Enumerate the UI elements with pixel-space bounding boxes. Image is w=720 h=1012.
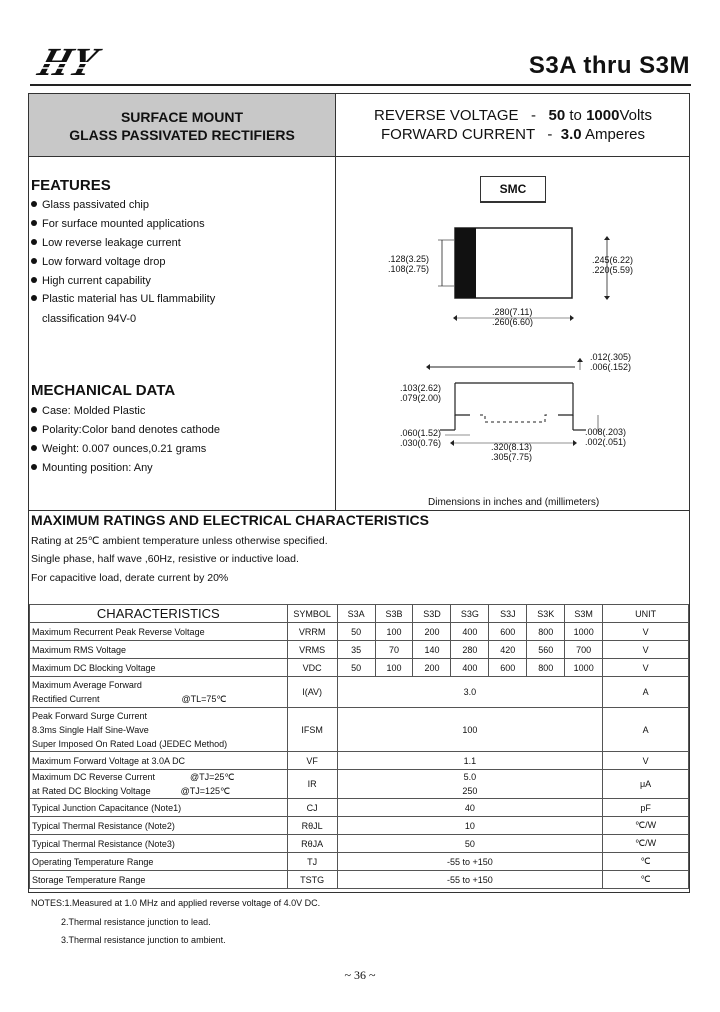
table-row bbox=[30, 677, 689, 708]
features-vdivider bbox=[335, 156, 336, 510]
row-symbol: TSTG bbox=[287, 871, 337, 889]
row-unit: ℃/W bbox=[603, 817, 689, 835]
cell-value: 600 bbox=[489, 623, 527, 641]
col-header: S3D bbox=[413, 605, 451, 623]
table-row bbox=[30, 708, 689, 752]
row-unit: μA bbox=[603, 770, 689, 799]
row-unit: V bbox=[603, 641, 689, 659]
col-header: S3B bbox=[375, 605, 413, 623]
col-header: CHARACTERISTICS bbox=[30, 605, 288, 623]
cell-value: 140 bbox=[413, 641, 451, 659]
cell-value: 35 bbox=[337, 641, 375, 659]
cell-value: 70 bbox=[375, 641, 413, 659]
feature-continuation: classification 94V-0 bbox=[42, 313, 137, 325]
cell-value: 100 bbox=[337, 708, 603, 752]
bullet-icon bbox=[31, 258, 37, 264]
row-symbol: CJ bbox=[287, 799, 337, 817]
cell-value: 200 bbox=[413, 623, 451, 641]
row-symbol: VF bbox=[287, 752, 337, 770]
row-label: Operating Temperature Range bbox=[30, 853, 288, 871]
feature-item: For surface mounted applications bbox=[31, 215, 215, 233]
dim-label: .245(6.22) .220(5.59) bbox=[592, 255, 634, 275]
row-unit: pF bbox=[603, 799, 689, 817]
col-header: S3A bbox=[337, 605, 375, 623]
fc-unit: Amperes bbox=[584, 126, 645, 143]
col-header: S3J bbox=[489, 605, 527, 623]
bullet-icon bbox=[31, 277, 37, 283]
row-unit: ℃ bbox=[603, 853, 689, 871]
cell-value: 200 bbox=[413, 659, 451, 677]
rating-line: Single phase, half wave ,60Hz, resistive or inductive load. bbox=[31, 553, 299, 565]
series-title: S3A thru S3M bbox=[528, 52, 690, 79]
dim-label: .320(8.13) .305(7.75) bbox=[491, 442, 533, 462]
dim-label: .008(.203) .002(.051) bbox=[585, 427, 627, 447]
row-label: Peak Forward Surge Current 8.3ms Single Half Sine-Wave Super Imposed On Rated Load (JEDEC Method) bbox=[30, 708, 288, 752]
row-label: Typical Junction Capacitance (Note1) bbox=[30, 799, 288, 817]
row-label: Maximum Forward Voltage at 3.0A DC bbox=[30, 752, 288, 770]
row-symbol: VRMS bbox=[287, 641, 337, 659]
mechanical-item: Case: Molded Plastic bbox=[31, 402, 220, 420]
note-line: 2.Thermal resistance junction to lead. bbox=[61, 917, 211, 927]
row-label: Maximum RMS Voltage bbox=[30, 641, 288, 659]
cell-value: 100 bbox=[375, 659, 413, 677]
fc-label: FORWARD CURRENT bbox=[381, 126, 535, 143]
cell-value: 560 bbox=[527, 641, 565, 659]
feature-item: Low reverse leakage current bbox=[31, 234, 215, 252]
table-row bbox=[30, 770, 689, 799]
dim-label: .103(2.62) .079(2.00) bbox=[400, 383, 442, 403]
cell-value: 3.0 bbox=[337, 677, 603, 708]
banner-line1: SURFACE MOUNT bbox=[120, 109, 244, 125]
dim-label: .060(1.52) .030(0.76) bbox=[400, 428, 442, 448]
rating-line: Rating at 25℃ ambient temperature unless otherwise specified. bbox=[31, 535, 328, 547]
banner-divider bbox=[29, 156, 689, 157]
row-label: Maximum DC Blocking Voltage bbox=[30, 659, 288, 677]
row-unit: V bbox=[603, 659, 689, 677]
cell-value: 700 bbox=[565, 641, 603, 659]
cell-value: 1000 bbox=[565, 659, 603, 677]
row-symbol: VRRM bbox=[287, 623, 337, 641]
cell-value: 400 bbox=[451, 659, 489, 677]
cell-value: 400 bbox=[451, 623, 489, 641]
note-line: NOTES:1.Measured at 1.0 MHz and applied reverse voltage of 4.0V DC. bbox=[31, 898, 321, 908]
table-row bbox=[30, 835, 689, 853]
dim-label: .012(.305) .006(.152) bbox=[590, 352, 632, 372]
row-symbol: RθJL bbox=[287, 817, 337, 835]
cell-value: 50 bbox=[337, 835, 603, 853]
rv-dash: - bbox=[531, 107, 537, 124]
mechanical-list bbox=[31, 402, 220, 477]
cell-value: 1000 bbox=[565, 623, 603, 641]
row-label: Maximum DC Reverse Current @TJ=25℃ at Rated DC Blocking Voltage @TJ=125℃ bbox=[30, 770, 288, 799]
bullet-icon bbox=[31, 295, 37, 301]
row-symbol: IFSM bbox=[287, 708, 337, 752]
row-label: Typical Thermal Resistance (Note3) bbox=[30, 835, 288, 853]
feature-item: Plastic material has UL flammability bbox=[31, 290, 215, 308]
package-name: SMC bbox=[480, 176, 546, 203]
cell-value: 1.1 bbox=[337, 752, 603, 770]
table-row bbox=[30, 853, 689, 871]
row-unit: A bbox=[603, 677, 689, 708]
cell-value: 800 bbox=[527, 623, 565, 641]
table-row bbox=[30, 641, 689, 659]
cathode-band bbox=[455, 228, 476, 298]
table-row bbox=[30, 871, 689, 889]
page-number: ~ 36 ~ bbox=[344, 968, 376, 982]
row-unit: V bbox=[603, 752, 689, 770]
header-rule bbox=[30, 84, 691, 86]
row-label: Maximum Recurrent Peak Reverse Voltage bbox=[30, 623, 288, 641]
cell-value: 100 bbox=[375, 623, 413, 641]
cell-value: -55 to +150 bbox=[337, 853, 603, 871]
rating-line: For capacitive load, derate current by 20% bbox=[31, 572, 229, 584]
ratings-title: MAXIMUM RATINGS AND ELECTRICAL CHARACTERISTICS bbox=[31, 512, 429, 528]
product-banner bbox=[29, 94, 336, 156]
rv-value: 50 bbox=[548, 107, 566, 124]
bullet-icon bbox=[31, 220, 37, 226]
bullet-icon bbox=[31, 464, 37, 470]
table-row bbox=[30, 752, 689, 770]
bullet-icon bbox=[31, 201, 37, 207]
row-symbol: I(AV) bbox=[287, 677, 337, 708]
col-header: UNIT bbox=[603, 605, 689, 623]
rv-max: 1000 bbox=[586, 107, 620, 124]
rv-to: to bbox=[569, 107, 582, 124]
row-unit: ℃ bbox=[603, 871, 689, 889]
table-header-row bbox=[30, 605, 689, 623]
banner-line2: GLASS PASSIVATED RECTIFIERS bbox=[69, 127, 295, 143]
characteristics-table bbox=[29, 604, 689, 889]
table-row bbox=[30, 799, 689, 817]
cell-value: 5.0 250 bbox=[337, 770, 603, 799]
bullet-icon bbox=[31, 407, 37, 413]
row-symbol: VDC bbox=[287, 659, 337, 677]
mechanical-title: MECHANICAL DATA bbox=[31, 382, 176, 399]
bullet-icon bbox=[31, 445, 37, 451]
rv-unit: Volts bbox=[619, 107, 652, 124]
logo-text: HY bbox=[33, 44, 104, 84]
col-header: S3G bbox=[451, 605, 489, 623]
cell-value: 600 bbox=[489, 659, 527, 677]
table-row bbox=[30, 817, 689, 835]
col-header: S3K bbox=[527, 605, 565, 623]
bullet-icon bbox=[31, 426, 37, 432]
row-unit: ℃/W bbox=[603, 835, 689, 853]
row-unit: A bbox=[603, 708, 689, 752]
cell-value: 800 bbox=[527, 659, 565, 677]
mechanical-item: Polarity:Color band denotes cathode bbox=[31, 421, 220, 439]
row-unit: V bbox=[603, 623, 689, 641]
ratings-divider bbox=[29, 510, 689, 511]
cell-value: 10 bbox=[337, 817, 603, 835]
fc-value: 3.0 bbox=[560, 126, 582, 143]
row-label: Storage Temperature Range bbox=[30, 871, 288, 889]
cell-value: 40 bbox=[337, 799, 603, 817]
row-symbol: RθJA bbox=[287, 835, 337, 853]
table-row bbox=[30, 659, 689, 677]
rv-label: REVERSE VOLTAGE bbox=[374, 107, 519, 124]
cell-value: 50 bbox=[337, 623, 375, 641]
cell-value: 50 bbox=[337, 659, 375, 677]
row-symbol: IR bbox=[287, 770, 337, 799]
features-list bbox=[31, 196, 215, 328]
feature-item: Low forward voltage drop bbox=[31, 253, 215, 271]
dimension-caption: Dimensions in inches and (millimeters) bbox=[428, 497, 600, 508]
row-label: Maximum Average Forward Rectified Current @TL=75℃ bbox=[30, 677, 288, 708]
dim-label: .128(3.25) .108(2.75) bbox=[388, 254, 430, 274]
row-symbol: TJ bbox=[287, 853, 337, 871]
cell-value: -55 to +150 bbox=[337, 871, 603, 889]
cell-value: 280 bbox=[451, 641, 489, 659]
feature-item: High current capability bbox=[31, 272, 215, 290]
mechanical-item: Weight: 0.007 ounces,0.21 grams bbox=[31, 440, 220, 458]
col-header: SYMBOL bbox=[287, 605, 337, 623]
fc-dash: - bbox=[547, 126, 553, 143]
mechanical-item: Mounting position: Any bbox=[31, 459, 220, 477]
col-header: S3M bbox=[565, 605, 603, 623]
voltage-current-spec bbox=[337, 106, 689, 144]
row-label: Typical Thermal Resistance (Note2) bbox=[30, 817, 288, 835]
bullet-icon bbox=[31, 239, 37, 245]
features-title: FEATURES bbox=[31, 177, 111, 194]
banner-vdivider bbox=[335, 94, 336, 156]
company-logo bbox=[32, 44, 167, 84]
dim-label: .280(7.11) .260(6.60) bbox=[492, 307, 534, 327]
feature-item: Glass passivated chip bbox=[31, 196, 215, 214]
note-line: 3.Thermal resistance junction to ambient. bbox=[61, 935, 226, 945]
cell-value: 420 bbox=[489, 641, 527, 659]
table-row bbox=[30, 623, 689, 641]
